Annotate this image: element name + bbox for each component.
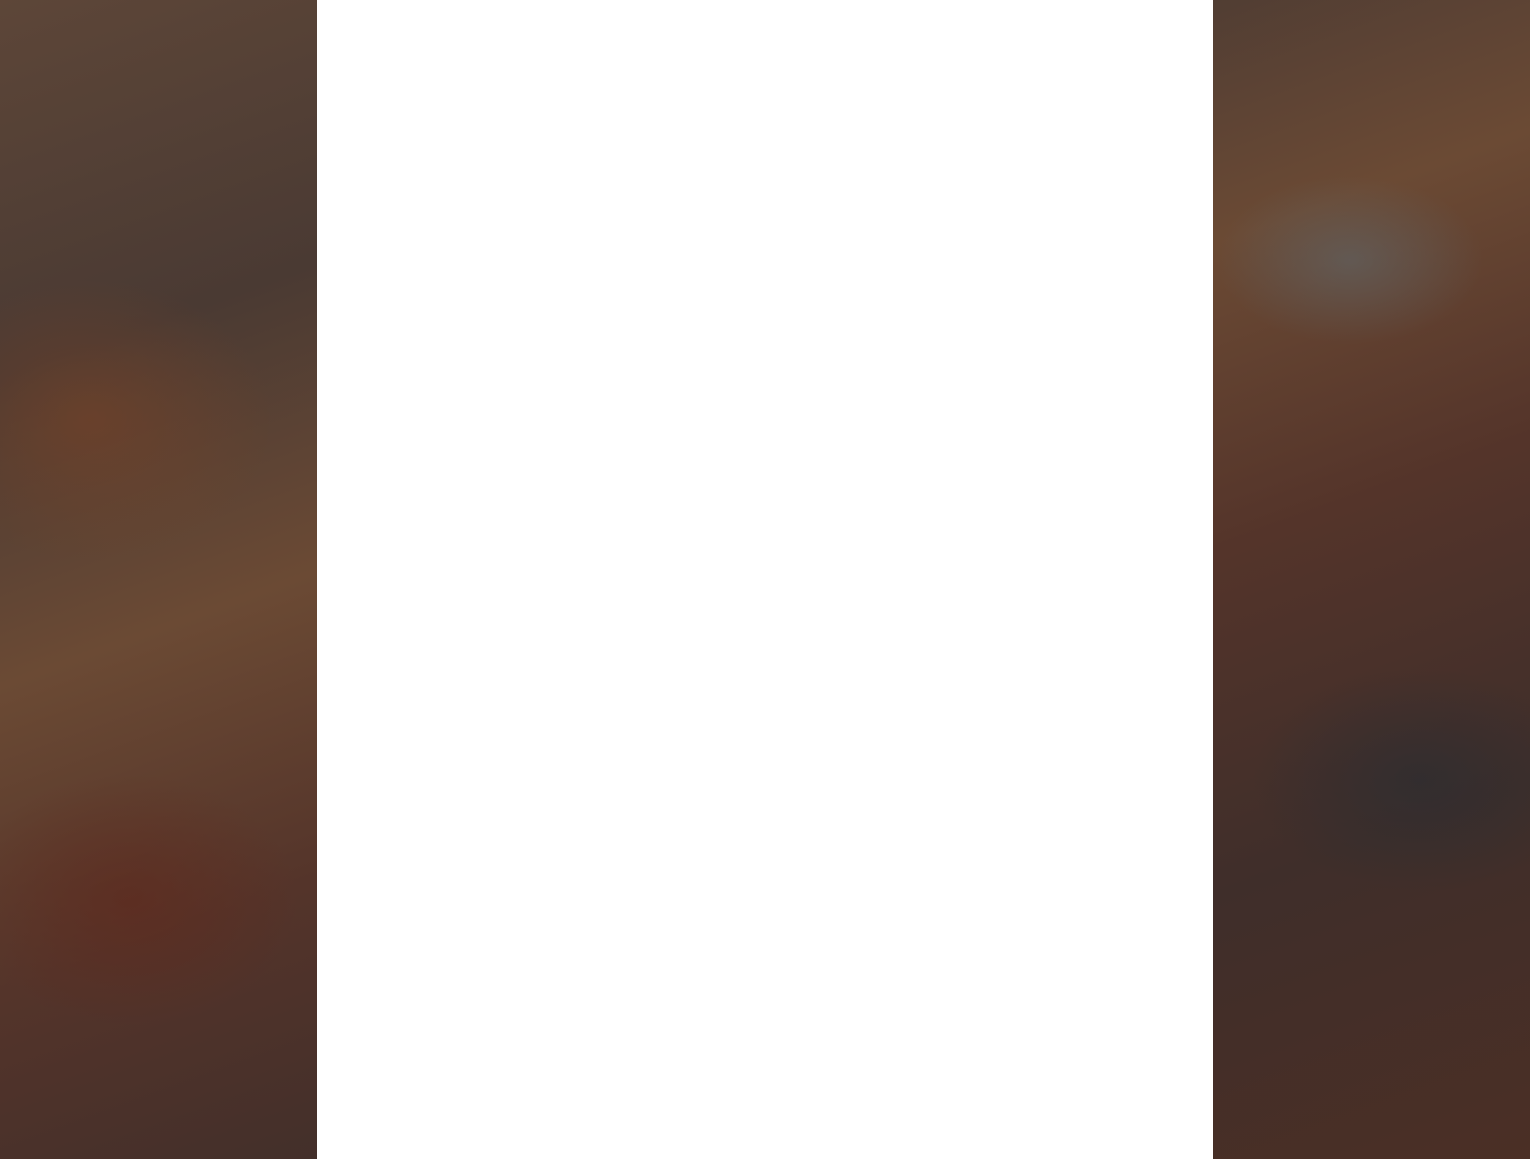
menu-item-row	[785, 780, 1173, 813]
menu-item-row	[785, 483, 1173, 516]
menu-item-row	[785, 274, 1173, 307]
menu-item-row	[785, 747, 1173, 780]
section-heading	[785, 453, 1173, 483]
menu-item-row	[785, 615, 1173, 648]
menu-item-row	[357, 999, 745, 1032]
menu-item-row	[785, 406, 1173, 439]
background-left	[0, 0, 317, 1159]
menu-item-row	[785, 10, 1173, 43]
menu-item-row	[785, 340, 1173, 373]
menu-item-row	[357, 185, 745, 218]
menu-item-row	[357, 966, 745, 999]
menu-item-row	[785, 714, 1173, 747]
menu-item-row	[357, 119, 745, 152]
menu-item-row	[357, 900, 745, 933]
menu-item-row	[357, 559, 745, 592]
menu-item-row	[785, 208, 1173, 241]
menu-item-row	[785, 549, 1173, 582]
menu-item-row	[357, 1098, 745, 1131]
menu-item-row	[357, 658, 745, 691]
menu-item-row	[357, 251, 745, 284]
menu-item-row	[357, 427, 745, 460]
menu-item-row	[357, 625, 745, 658]
menu-column-left	[357, 9, 745, 1159]
menu-item-row	[785, 648, 1173, 681]
menu-item-row	[357, 1131, 745, 1159]
menu-column-right	[785, 10, 1173, 978]
menu-item-row	[785, 582, 1173, 615]
menu-item-row	[357, 493, 745, 526]
menu-item-row	[357, 724, 745, 757]
menu-item-row	[785, 516, 1173, 549]
menu-item-row	[357, 9, 745, 42]
menu-item-row	[357, 867, 745, 900]
menu-panel	[317, 0, 1213, 1159]
menu-item-row	[785, 879, 1173, 912]
menu-item-row	[785, 307, 1173, 340]
menu-item-row	[357, 152, 745, 185]
menu-item-row	[785, 846, 1173, 879]
menu-item-row	[357, 592, 745, 625]
section-heading	[357, 89, 745, 119]
menu-item-row	[357, 526, 745, 559]
menu-item-row	[357, 801, 745, 834]
menu-item-row	[357, 42, 745, 75]
menu-item-row	[357, 218, 745, 251]
menu-item-row	[785, 76, 1173, 109]
menu-item-row	[357, 834, 745, 867]
menu-item-row	[785, 175, 1173, 208]
background-right	[1213, 0, 1530, 1159]
menu-item-row	[785, 813, 1173, 846]
menu-item-row	[785, 945, 1173, 978]
menu-item-row	[785, 109, 1173, 142]
section-heading	[357, 771, 745, 801]
section-heading	[357, 397, 745, 427]
menu-item-row	[357, 933, 745, 966]
menu-item-row	[785, 681, 1173, 714]
menu-item-row	[357, 460, 745, 493]
menu-item-row	[357, 691, 745, 724]
menu-item-row	[357, 284, 745, 317]
menu-item-row	[357, 1032, 745, 1065]
menu-item-row	[357, 317, 745, 350]
menu-item-row	[785, 142, 1173, 175]
menu-item-row	[785, 241, 1173, 274]
menu-item-row	[357, 1065, 745, 1098]
menu-item-row	[785, 43, 1173, 76]
menu-item-row	[785, 912, 1173, 945]
menu-item-row	[785, 373, 1173, 406]
menu-item-row	[357, 350, 745, 383]
